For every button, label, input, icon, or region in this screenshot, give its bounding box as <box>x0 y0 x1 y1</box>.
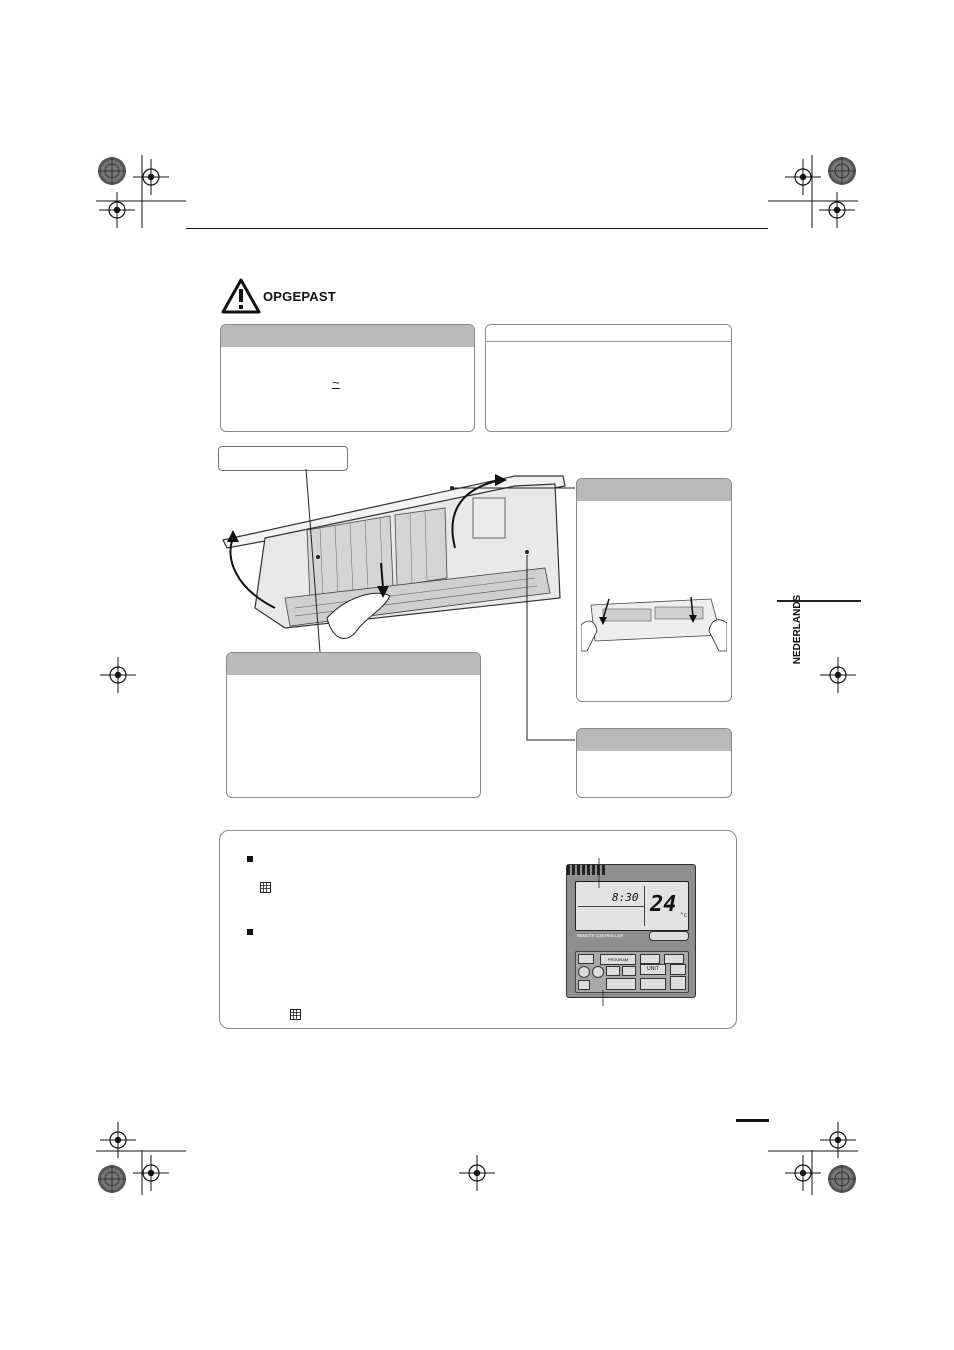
remote-temp-unit: °c <box>680 912 688 919</box>
remote-unit-button: UNIT <box>640 964 666 975</box>
approx-symbol: ~ <box>332 375 340 390</box>
warning-title: OPGEPAST <box>263 289 336 304</box>
remote-time: 8:30 <box>612 891 639 904</box>
remote-temperature: 24 <box>650 892 677 917</box>
page-number-bar <box>736 1119 769 1122</box>
side-tab-label: NEDERLANDS <box>792 594 804 665</box>
remote-program-button: PROGRAM <box>600 954 636 965</box>
remote-model-text: REMOTE CONTROLLER <box>577 933 623 938</box>
